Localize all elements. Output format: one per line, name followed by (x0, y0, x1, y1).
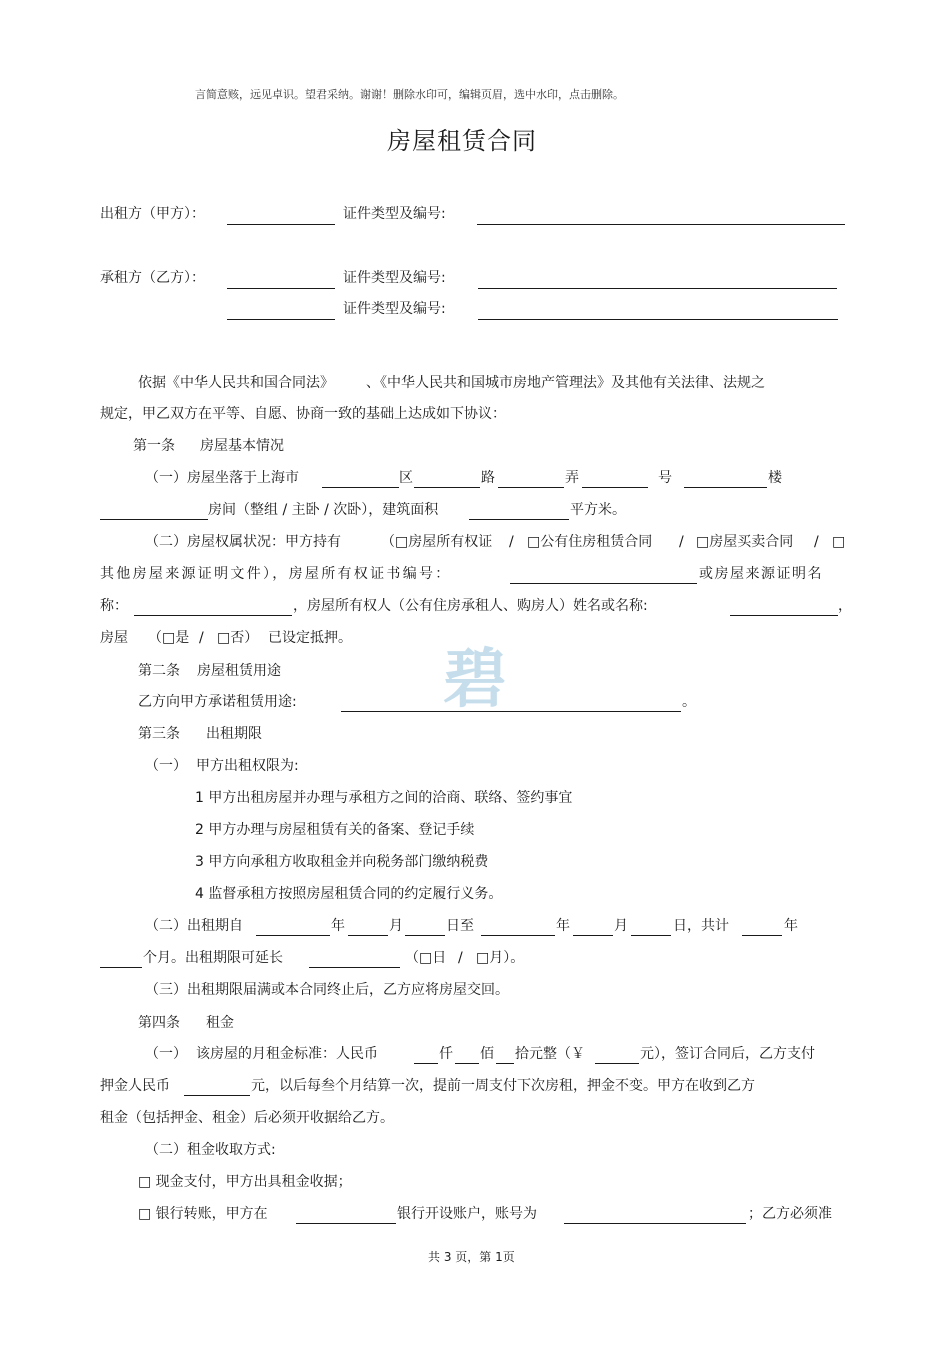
ownership-slash2: / (679, 534, 684, 550)
art3-title: 出租期限 (206, 726, 262, 742)
art4-sub1: （一） (145, 1046, 187, 1062)
ext-month: □月）。 (476, 950, 525, 966)
art3-sub1: （一） (145, 758, 187, 774)
art3-item: 3 甲方向承租方收取租金并向税务部门缴纳税费 (195, 854, 489, 870)
page-title: 房屋租赁合同 (387, 127, 537, 155)
lane-field[interactable] (498, 487, 564, 488)
rent-bai-field[interactable] (455, 1063, 479, 1064)
start-month-label: 月 (389, 918, 403, 934)
preamble-line2: 规定，甲乙双方在平等、自愿、协商一致的基础上达成如下协议： (100, 406, 506, 422)
lessee-id-label: 证件类型及编号: (343, 270, 446, 286)
end-month-label: 月 (614, 918, 628, 934)
room-type: 房间（整组 / 主卧 / 次卧），建筑面积 (208, 502, 439, 518)
ownership-slash1: / (509, 534, 514, 550)
area-unit: 平方米。 (570, 502, 626, 518)
room-field[interactable] (100, 519, 208, 520)
rent-amount-field[interactable] (595, 1063, 639, 1064)
preamble-line1b: 、《中华人民共和国城市房地产管理法》及其他有关法律、法规之 (366, 375, 765, 391)
building-field[interactable] (684, 487, 767, 488)
mortgage-label: 房屋 (100, 630, 128, 646)
opt-bank[interactable]: □ 银行转账，甲方在 (138, 1206, 268, 1222)
deposit-label: 押金人民币 (100, 1078, 170, 1094)
mortgage-tail: 已设定抵押。 (268, 630, 352, 646)
start-day-field[interactable] (405, 935, 445, 936)
mortgage-no: □否） (217, 630, 259, 646)
start-day-label: 日至 (446, 918, 474, 934)
total-month-field[interactable] (100, 967, 142, 968)
lessee-name-field[interactable] (227, 288, 335, 289)
art4-title: 租金 (206, 1015, 234, 1031)
lessee-id-field[interactable] (478, 288, 837, 289)
end-year-field[interactable] (481, 935, 555, 936)
ownership-opt1: （□房屋所有权证 (381, 534, 493, 550)
return-text: （三）出租期限届满或本合同终止后，乙方应将房屋交回。 (145, 982, 509, 998)
ownership-comma: ， (838, 598, 852, 614)
watermark: 碧 (443, 642, 507, 717)
ownership-line2b: 或房屋来源证明名 (699, 566, 823, 582)
page-footer: 共 3 页，第 1页 (428, 1250, 515, 1264)
art2-title: 房屋租赁用途 (197, 663, 281, 679)
rent-shi-field[interactable] (496, 1063, 514, 1064)
ownership-opt3: □房屋买卖合同 (696, 534, 794, 550)
district-field[interactable] (322, 487, 399, 488)
ownership-slash3: / (814, 534, 819, 550)
art3-item: 2 甲方办理与房屋租赁有关的备案、登记手续 (195, 822, 475, 838)
start-year-label: 年 (331, 918, 345, 934)
ownership-line3b: ，房屋所有权人（公有住房承租人、购房人）姓名或名称: (293, 598, 648, 614)
end-day-field[interactable] (631, 935, 671, 936)
preamble-line1a: 依据《中华人民共和国合同法》 (138, 375, 334, 391)
rent-yuan: 元），签订合同后，乙方支付 (640, 1046, 815, 1062)
art2-promise: 乙方向甲方承诺租赁用途: (138, 694, 297, 710)
mortgage-yes: （□是 (148, 630, 190, 646)
certificate-number-field[interactable] (510, 583, 697, 584)
opt-bank-c: ；乙方必须准 (748, 1206, 832, 1222)
road-field[interactable] (414, 487, 480, 488)
start-year-field[interactable] (256, 935, 330, 936)
number-field[interactable] (582, 487, 648, 488)
number-label: 号 (658, 470, 672, 486)
lessor-name-field[interactable] (227, 224, 335, 225)
art1-heading: 第一条 (133, 438, 175, 454)
ownership-label: （二）房屋权属状况：甲方持有 (145, 534, 341, 550)
rent-bai: 佰 (480, 1046, 494, 1062)
art3-item: 4 监督承租方按照房屋租赁合同的约定履行义务。 (195, 886, 503, 902)
lessor-id-field[interactable] (477, 224, 845, 225)
purpose-field[interactable] (341, 711, 681, 712)
art3-heading: 第三条 (138, 726, 180, 742)
building-label: 楼 (768, 470, 782, 486)
rent-qian-field[interactable] (414, 1063, 438, 1064)
rent-label: 该房屋的月租金标准：人民币 (196, 1046, 378, 1062)
start-month-field[interactable] (348, 935, 388, 936)
bank-name-field[interactable] (296, 1223, 396, 1224)
art3-sub1-text: 甲方出租权限为: (196, 758, 299, 774)
lessee2-name-field[interactable] (227, 319, 335, 320)
art2-period: 。 (682, 694, 696, 710)
ownership-line3a: 称： (100, 598, 128, 614)
rent-shi: 拾元整（￥ (515, 1046, 585, 1062)
lane-label: 弄 (565, 470, 579, 486)
opt-cash[interactable]: □ 现金支付，甲方出具租金收据； (138, 1174, 352, 1190)
end-day-label: 日，共计 (673, 918, 729, 934)
mortgage-slash: / (199, 630, 204, 646)
lessee2-id-label: 证件类型及编号: (343, 301, 446, 317)
months-label: 个月。出租期限可延长 (143, 950, 283, 966)
deposit-text: 元，以后每叁个月结算一次，提前一周支付下次房租，押金不变。甲方在收到乙方 (251, 1078, 755, 1094)
total-year-field[interactable] (742, 935, 782, 936)
lessor-label: 出租方（甲方）： (100, 206, 205, 222)
lessee2-id-field[interactable] (478, 319, 838, 320)
ownership-opt2: □公有住房租赁合同 (527, 534, 653, 550)
extension-field[interactable] (309, 967, 400, 968)
deposit-field[interactable] (184, 1095, 250, 1096)
ownership-opt4: □ (832, 534, 846, 550)
art3-item: 1 甲方出租房屋并办理与承租方之间的洽商、联络、签约事宜 (195, 790, 573, 806)
end-year-label: 年 (556, 918, 570, 934)
road-label: 路 (481, 470, 495, 486)
district-label: 区 (399, 470, 413, 486)
term-label: （二）出租期自 (145, 918, 243, 934)
owner-name-field[interactable] (730, 615, 838, 616)
art4-heading: 第四条 (138, 1015, 180, 1031)
header-note: 言简意赅，远见卓识。望君采纳。谢谢！删除水印可，编辑页眉，选中水印，点击删除。 (195, 88, 624, 101)
lessee-label: 承租方（乙方）： (100, 270, 205, 286)
lessor-id-label: 证件类型及编号: (343, 206, 446, 222)
art1-title: 房屋基本情况 (200, 438, 284, 454)
end-month-field[interactable] (573, 935, 613, 936)
area-field[interactable] (469, 519, 569, 520)
rent-qian: 仟 (439, 1046, 453, 1062)
total-year-label: 年 (784, 918, 798, 934)
art1-loc-label: （一）房屋坐落于上海市 (145, 470, 299, 486)
ext-slash: / (458, 950, 463, 966)
account-field[interactable] (564, 1223, 746, 1224)
ownership-line2a: 其他房屋来源证明文件），房屋所有权证书编号： (100, 566, 452, 582)
opt-bank-b: 银行开设账户，账号为 (397, 1206, 537, 1222)
ext-day: （□日 (405, 950, 447, 966)
source-name-field[interactable] (134, 615, 292, 616)
deposit-text2: 租金（包括押金、租金）后必须开收据给乙方。 (100, 1110, 394, 1126)
art4-sub2: （二）租金收取方式: (145, 1142, 276, 1158)
art2-heading: 第二条 (138, 663, 180, 679)
